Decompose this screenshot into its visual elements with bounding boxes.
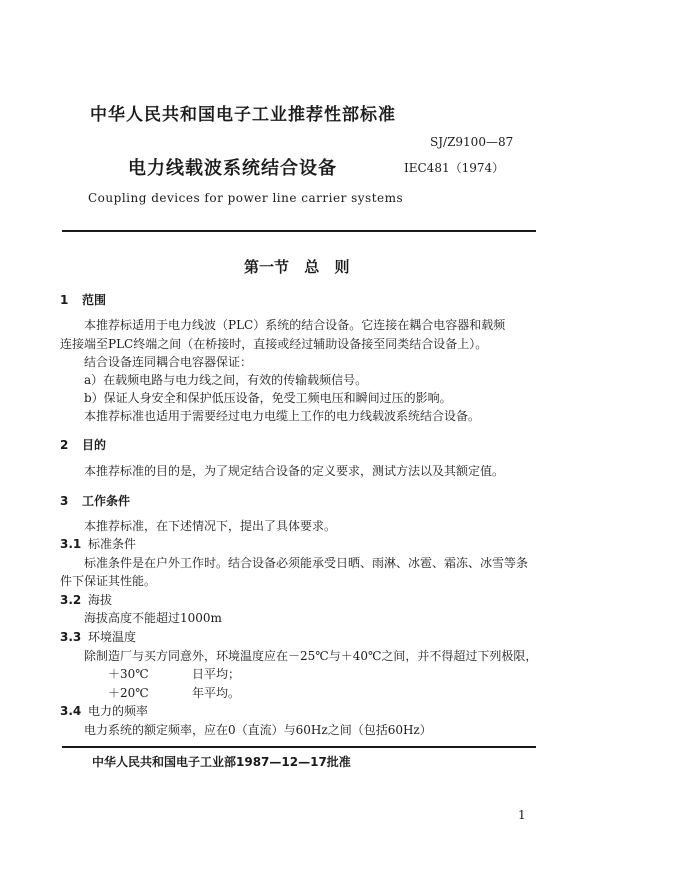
subheading-number: 3.3 xyxy=(60,630,82,644)
temperature-value: ＋30℃ xyxy=(108,667,149,681)
subheading-standard-conditions xyxy=(60,535,136,552)
temperature-label: 年平均。 xyxy=(192,686,241,700)
paragraph: 件下保证其性能。 xyxy=(60,574,157,588)
iec-code: IEC481（1974） xyxy=(404,161,505,175)
subheading-number: 3.1 xyxy=(60,537,82,551)
ministry-heading: 中华人民共和国电子工业推荐性部标准 xyxy=(90,105,396,125)
approval-note: 中华人民共和国电子工业部1987—12—17批准 xyxy=(92,755,351,769)
temperature-label: 日平均； xyxy=(192,667,241,681)
paragraph: 海拔高度不能超过1000m xyxy=(84,611,222,625)
standard-code: SJ/Z9100—87 xyxy=(430,135,514,149)
paragraph: 标准条件是在户外工作时。结合设备必须能承受日晒、雨淋、冰雹、霜冻、冰雪等条 xyxy=(84,556,529,570)
paragraph: 本推荐标准的目的是，为了规定结合设备的定义要求，测试方法以及其额定值。 xyxy=(84,464,505,478)
heading-number: 3 xyxy=(60,494,69,508)
heading-purpose xyxy=(60,436,106,453)
subheading-ambient-temperature xyxy=(60,628,136,645)
subheading-text: 标准条件 xyxy=(88,537,137,551)
paragraph: 除制造厂与买方同意外，环境温度应在－25℃与＋40℃之间，并不得超过下列极限， xyxy=(84,649,538,663)
paragraph: 本推荐标准也适用于需要经过电力电缆上工作的电力线载波系统结合设备。 xyxy=(84,409,481,423)
subheading-number: 3.4 xyxy=(60,704,82,718)
heading-number: 2 xyxy=(60,438,69,452)
heading-scope xyxy=(60,291,106,308)
paragraph: 本推荐标适用于电力线波（PLC）系统的结合设备。它连接在耦合电容器和载频 xyxy=(84,318,506,332)
heading-text: 工作条件 xyxy=(82,494,131,508)
heading-text: 目的 xyxy=(82,438,107,452)
paragraph: 连接端至PLC终端之间（在桥接时，直接或经过辅助设备接至同类结合设备上）。 xyxy=(60,337,488,351)
top-divider xyxy=(62,230,536,232)
subheading-power-frequency xyxy=(60,702,148,719)
subheading-text: 环境温度 xyxy=(88,630,137,644)
page-number: 1 xyxy=(518,808,526,822)
subheading-number: 3.2 xyxy=(60,593,82,607)
list-item: b）保证人身安全和保护低压设备，免受工频电压和瞬间过压的影响。 xyxy=(84,391,452,405)
document-title: 电力线载波系统结合设备 xyxy=(128,158,337,179)
heading-text: 范围 xyxy=(82,293,107,307)
subheading-text: 海拔 xyxy=(88,593,113,607)
paragraph: 电力系统的额定频率，应在0（直流）与60Hz之间（包括60Hz） xyxy=(84,723,432,737)
subheading-text: 电力的频率 xyxy=(88,704,149,718)
heading-number: 1 xyxy=(60,293,69,307)
english-title: Coupling devices for power line carrier systems xyxy=(88,191,404,205)
paragraph: 本推荐标准，在下述情况下，提出了具体要求。 xyxy=(84,519,337,533)
bottom-divider xyxy=(62,746,536,748)
temperature-value: ＋20℃ xyxy=(108,686,149,700)
list-item: a）在载频电路与电力线之间，有效的传输载频信号。 xyxy=(84,373,368,387)
heading-conditions xyxy=(60,492,130,509)
section-title: 第一节 总 则 xyxy=(244,258,350,276)
paragraph: 结合设备连同耦合电容器保证： xyxy=(84,355,253,369)
subheading-altitude xyxy=(60,591,112,608)
